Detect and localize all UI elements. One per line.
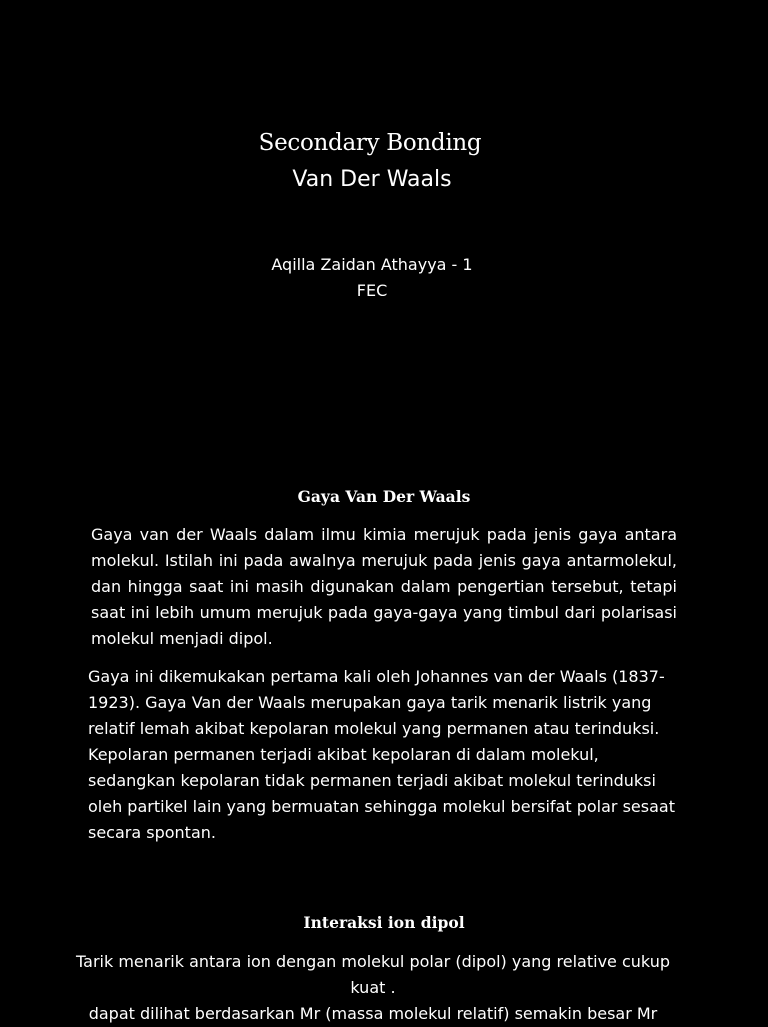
paragraph-definition: Gaya van der Waals dalam ilmu kimia merujuk pada jenis gaya antara molekul. Istilah ini pada awalnya merujuk pada jenis gaya antarmolekul, dan hingga saat ini masih digunakan dalam pengertian tersebut, tetapi saat ini lebih umum merujuk pada gaya-gaya yang timbul dari polarisasi molekul menjadi dipol.	[91, 525, 677, 648]
ion-dipole-line-1: Tarik menarik antara ion dengan molekul polar (dipol) yang relative cukup kuat .	[76, 952, 670, 997]
section-heading-ion-dipole: Interaksi ion dipol	[303, 913, 465, 932]
paragraph-history: Gaya ini dikemukakan pertama kali oleh Johannes van der Waals (1837-1923). Gaya Van der Waals merupakan gaya tarik menarik listrik yang relatif lemah akibat kepolaran molekul yang permanen atau terinduksi. Kepolaran permanen terjadi akibat kepolaran di dalam molekul, sedangkan kepolaran tidak permanen terjadi akibat molekul terinduksi oleh partikel lain yang bermuatan sehingga molekul bersifat polar sesaat secara spontan.	[88, 667, 675, 842]
document-title: Secondary Bonding	[258, 130, 482, 156]
ion-dipole-line-2: dapat dilihat berdasarkan Mr (massa molekul relatif) semakin besar Mr	[88, 1004, 658, 1023]
document-subtitle: Van Der Waals	[292, 167, 452, 192]
section-heading-van-der-waals: Gaya Van Der Waals	[297, 487, 471, 506]
paragraph-ion-dipole	[58, 949, 688, 1027]
author-name: Aqilla Zaidan Athayya - 1	[271, 255, 473, 274]
author-class: FEC	[356, 281, 388, 300]
author-block	[0, 252, 744, 304]
